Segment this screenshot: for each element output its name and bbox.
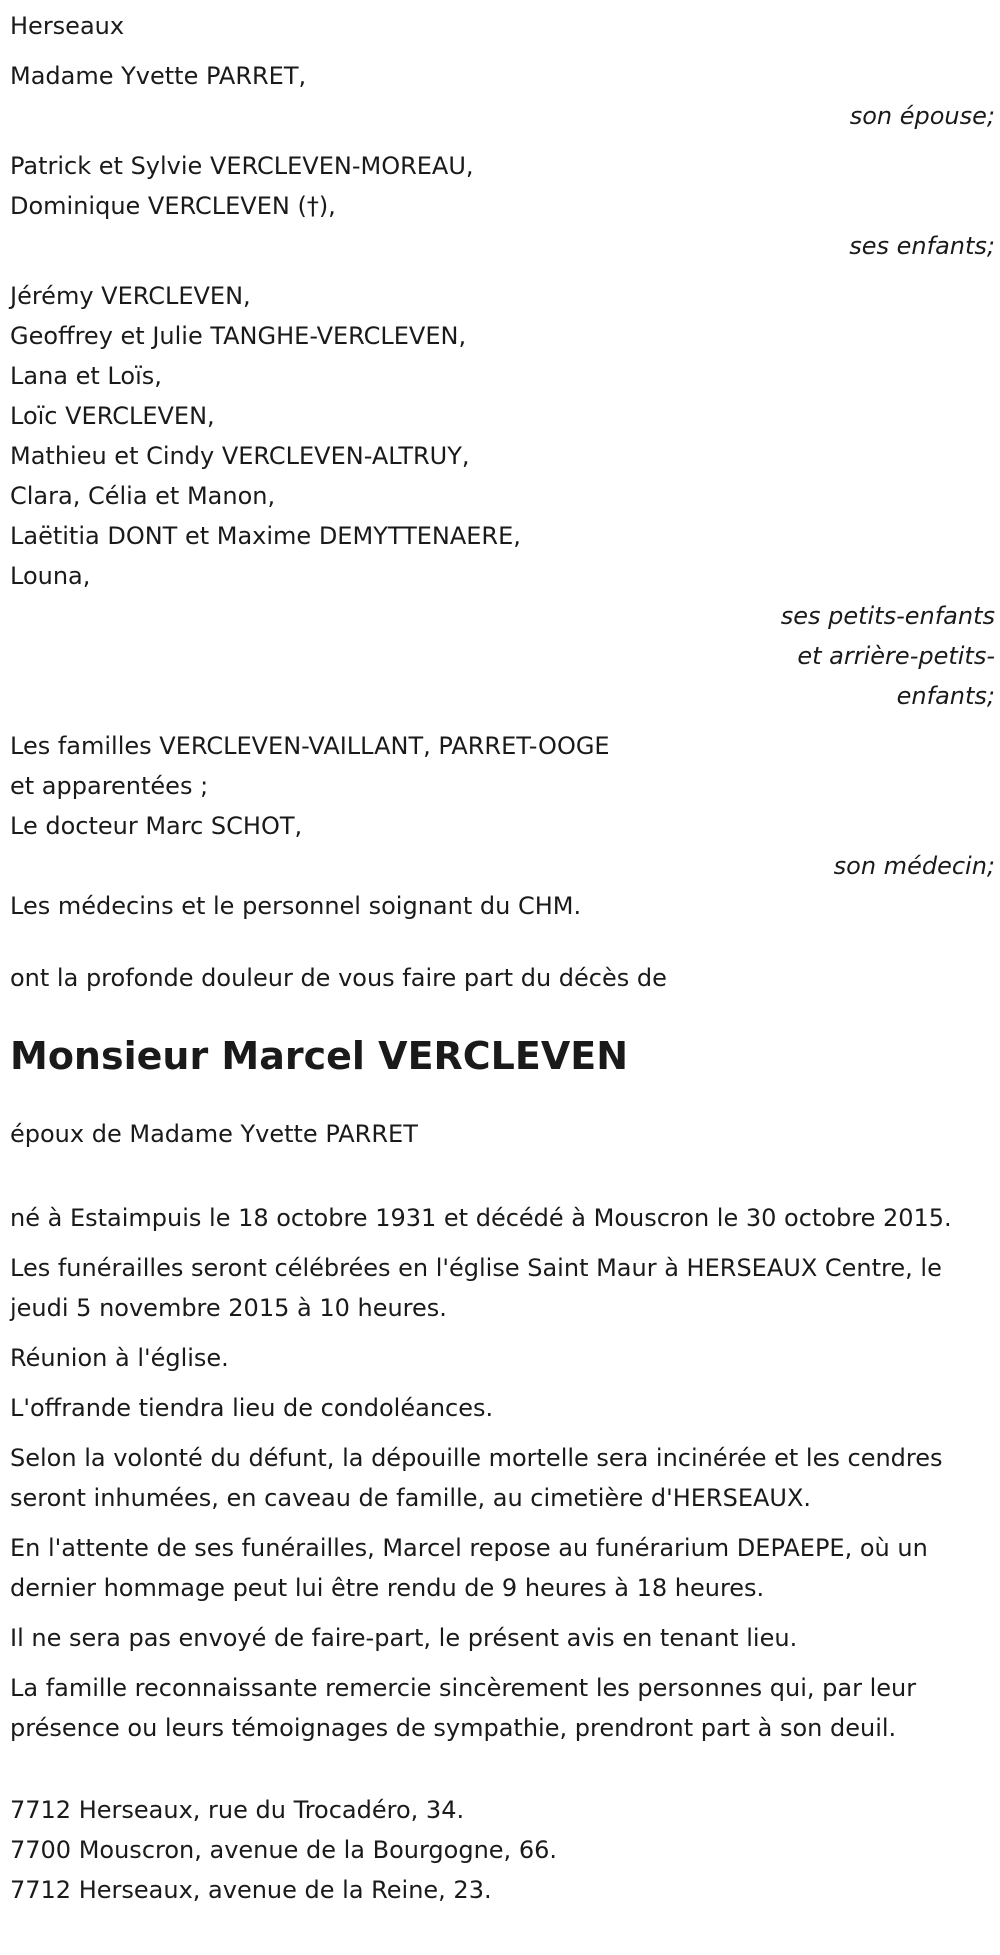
relation-label: enfants; — [896, 682, 995, 710]
staff-line: Les médecins et le personnel soignant du CHM. — [10, 892, 582, 920]
detail-paragraph: Il ne sera pas envoyé de faire-part, le présent avis en tenant lieu. — [10, 1624, 798, 1652]
group-families-doctor — [10, 726, 995, 886]
group-spouse — [10, 56, 995, 136]
family-name-line: Mathieu et Cindy VERCLEVEN-ALTRUY, — [10, 442, 470, 470]
relation-label: ses enfants; — [849, 232, 995, 260]
locality: Herseaux — [10, 12, 125, 40]
family-name-line: et apparentées ; — [10, 772, 209, 800]
detail-paragraph: Réunion à l'église. — [10, 1344, 229, 1372]
address-line: 7712 Herseaux, avenue de la Reine, 23. — [10, 1876, 492, 1904]
family-name-line: Madame Yvette PARRET, — [10, 62, 307, 90]
details-section — [10, 1198, 995, 1748]
family-name-line: Les familles VERCLEVEN-VAILLANT, PARRET-OOGE — [10, 732, 610, 760]
announcement-intro: ont la profonde douleur de vous faire part du décès de — [10, 964, 667, 992]
detail-paragraph: En l'attente de ses funérailles, Marcel repose au funérarium DEPAEPE, où un dernier hommage peut lui être rendu de 9 heures à 18 heures. — [10, 1534, 928, 1602]
address-line: 7700 Mouscron, avenue de la Bourgogne, 66. — [10, 1836, 557, 1864]
deceased-name: Monsieur Marcel VERCLEVEN — [10, 1034, 629, 1078]
group-children — [10, 146, 995, 266]
address-line: 7712 Herseaux, rue du Trocadéro, 34. — [10, 1796, 465, 1824]
family-name-line: Le docteur Marc SCHOT, — [10, 812, 303, 840]
detail-paragraph: L'offrande tiendra lieu de condoléances. — [10, 1394, 494, 1422]
family-name-line: Patrick et Sylvie VERCLEVEN-MOREAU, — [10, 152, 474, 180]
relation-label: son médecin; — [833, 852, 995, 880]
family-name-line: Clara, Célia et Manon, — [10, 482, 276, 510]
relation-label: et arrière-petits- — [797, 642, 995, 670]
detail-paragraph: Les funérailles seront célébrées en l'église Saint Maur à HERSEAUX Centre, le jeudi 5 novembre 2015 à 10 heures. — [10, 1254, 942, 1322]
addresses — [10, 1790, 995, 1910]
family-name-line: Jérémy VERCLEVEN, — [10, 282, 251, 310]
detail-paragraph: né à Estaimpuis le 18 octobre 1931 et décédé à Mouscron le 30 octobre 2015. — [10, 1204, 952, 1232]
detail-paragraph: La famille reconnaissante remercie sincèrement les personnes qui, par leur présence ou leurs témoignages de sympathie, prendront part à son deuil. — [10, 1674, 917, 1742]
spouse-line: époux de Madame Yvette PARRET — [10, 1120, 418, 1148]
family-name-line: Dominique VERCLEVEN (†), — [10, 192, 336, 220]
detail-paragraph: Selon la volonté du défunt, la dépouille mortelle sera incinérée et les cendres seront inhumées, en caveau de famille, au cimetière d'HERSEAUX. — [10, 1444, 943, 1512]
obituary-notice — [10, 6, 995, 1910]
family-name-line: Louna, — [10, 562, 91, 590]
family-name-line: Geoffrey et Julie TANGHE-VERCLEVEN, — [10, 322, 467, 350]
family-name-line: Loïc VERCLEVEN, — [10, 402, 215, 430]
group-grandchildren — [10, 276, 995, 716]
relation-label: ses petits-enfants — [780, 602, 995, 630]
family-name-line: Laëtitia DONT et Maxime DEMYTTENAERE, — [10, 522, 521, 550]
family-name-line: Lana et Loïs, — [10, 362, 162, 390]
relation-label: son épouse; — [849, 102, 995, 130]
